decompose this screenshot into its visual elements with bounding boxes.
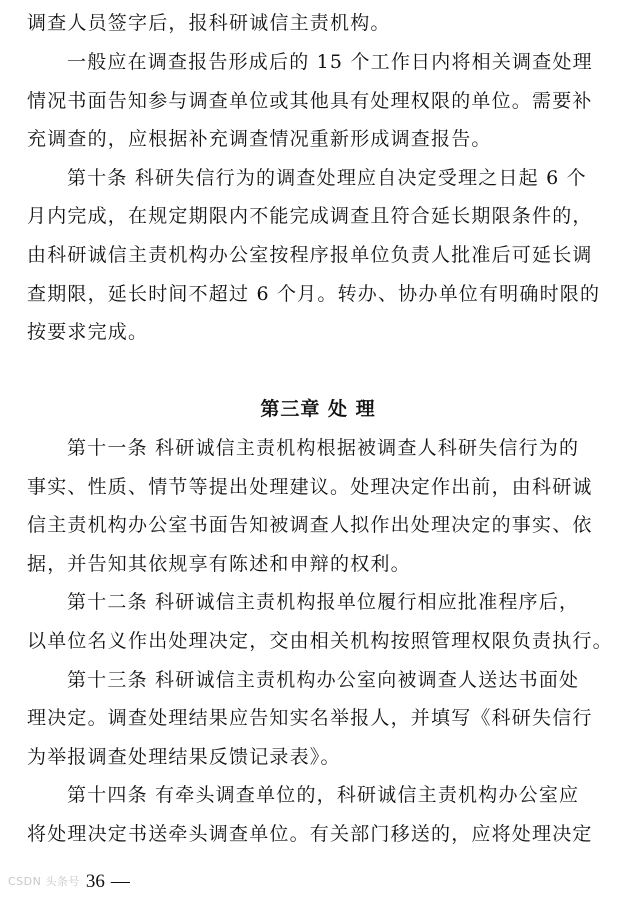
text-line: 第十三条 科研诚信主责机构办公室向被调查人送达书面处 (67, 669, 580, 691)
page-number-dash: — (110, 871, 130, 892)
page-footer (8, 870, 130, 894)
text-line: 第十条 科研失信行为的调查处理应自决定受理之日起 6 个 (67, 167, 587, 189)
page-number: 36 (85, 871, 105, 892)
text-line: 信主责机构办公室书面告知被调查人拟作出处理决定的事实、依 (27, 514, 593, 536)
text-line: 月内完成，在规定期限内不能完成调查且符合延长期限条件的， (27, 205, 593, 227)
text-line: 理决定。调查处理结果应告知实名举报人，并填写《科研失信行 (27, 707, 593, 729)
text-line: 事实、性质、情节等提出处理建议。处理决定作出前，由科研诚 (27, 476, 593, 498)
text-line: 按要求完成。 (27, 321, 149, 343)
text-line: 为举报调查处理结果反馈记录表》。 (27, 746, 341, 768)
text-line: 以单位名义作出处理决定，交由相关机构按照管理权限负责执行。 (27, 630, 613, 652)
watermark: CSDN 头条号 (8, 875, 80, 888)
text-line: 情况书面告知参与调查单位或其他具有处理权限的单位。需要补 (27, 90, 593, 112)
text-line: 查期限，延长时间不超过 6 个月。转办、协办单位有明确时限的 (27, 283, 601, 305)
chapter-heading: 第三章 处 理 (260, 398, 376, 420)
text-line: 充调查的，应根据补充调查情况重新形成调查报告。 (27, 128, 492, 150)
text-line: 第十四条 有牵头调查单位的，科研诚信主责机构办公室应 (67, 784, 580, 806)
text-line: 第十一条 科研诚信主责机构根据被调查人科研失信行为的 (67, 437, 580, 459)
text-line: 调查人员签字后，报科研诚信主责机构。 (27, 12, 391, 34)
text-line: 第十二条 科研诚信主责机构报单位履行相应批准程序后， (67, 591, 580, 613)
text-line: 将处理决定书送牵头调查单位。有关部门移送的，应将处理决定 (27, 823, 593, 845)
text-line: 据，并告知其依规享有陈述和申辩的权利。 (27, 553, 411, 575)
text-line: 由科研诚信主责机构办公室按程序报单位负责人批准后可延长调 (27, 244, 593, 266)
text-line: 一般应在调查报告形成后的 15 个工作日内将相关调查处理 (67, 51, 593, 73)
